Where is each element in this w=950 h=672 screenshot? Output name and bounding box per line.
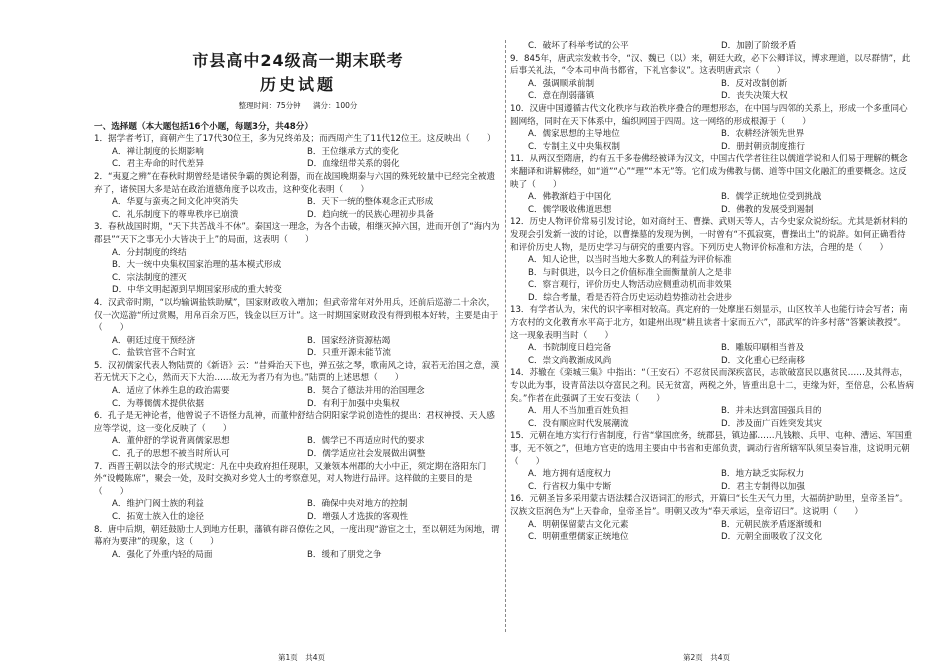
answer-option: A．朝廷过度干预经济 [112, 335, 196, 346]
answer-option: C．盐铁官营不合时宜 [112, 348, 196, 359]
option-group [510, 191, 914, 216]
option-group [94, 385, 502, 410]
answer-option: A．地方拥有适度权力 [528, 469, 612, 480]
answer-option: C．孔子的思想不被当时所认可 [112, 449, 230, 460]
answer-option: D．有利于加强中央集权 [307, 398, 400, 409]
question-stem: 11．从两汉至隋唐，约有五千多卷佛经被译为汉文，中国古代学者往往以儒道学说和人们易于理解的概念来翻译和讲解佛经，如“道”“心”“理”“本无”等。它们成为佛教与儒、道等中国文化融汇的重要概念。这反映了（ ） [510, 154, 908, 190]
question-item [510, 103, 914, 153]
answer-option: D．涉及面广百姓突发其灾 [721, 418, 823, 429]
answer-option: A．佛教渐趋于中国化 [528, 192, 612, 203]
question-stem: 4．汉武帝时期，“以均输调盐铁助赋”，国家财政收入增加；但武帝常年对外用兵，还前后巡游二十余次，仅一次巡游“所过赏赐，用帛百余万匹，钱金以巨万计”。这一时期国家财政没有得到根本好转，主要是由于（ ） [94, 297, 499, 334]
time-label: 整理时间：75分钟 [238, 101, 301, 110]
answer-option: B．契合了德法并用的治国理念 [307, 386, 425, 397]
answer-option: A．禅让制度的长期影响 [112, 146, 204, 157]
question-item [94, 133, 502, 171]
option-group [94, 435, 502, 460]
answer-option: A．维护门阀士族的利益 [112, 499, 204, 510]
answer-option: C．行省权力集中专断 [528, 481, 612, 492]
answer-option: B．农耕经济领先世界 [721, 129, 805, 140]
answer-option: A．用人不当加重百姓负担 [528, 406, 629, 417]
answer-option: B．大一统中央集权国家治理的基本模式形成 [112, 260, 282, 271]
answer-option: B．反对改制创新 [721, 78, 788, 89]
question-item [510, 53, 914, 103]
subject-title: 历史试题 [259, 75, 336, 94]
question-stem: 1．据学者考订，商朝产生了17代30位王，多为兄终弟及；而西周产生了11代12位王。这反映出（ ） [94, 134, 496, 145]
question-item [94, 360, 502, 410]
page-number-right: 第2页 共4页 [683, 653, 731, 662]
answer-option: C．明朝重塑儒家正统地位 [528, 532, 629, 543]
option-group [510, 254, 914, 304]
answer-option: A．适应了休养生息的政治需要 [112, 386, 230, 397]
score-label: 满分：100分 [313, 101, 358, 110]
page-number-left: 第1页 共4页 [278, 653, 326, 662]
question-stem: 8．唐中后期，朝廷鼓励士人到地方任职，藩镇有辟召僚佐之风，一度出现“游宦之士，至以朝廷为闲地，谓幕府为要津”的现象，这（ ） [94, 524, 500, 548]
question-item [510, 430, 914, 493]
answer-option: B．元朝民族矛盾逐渐缓和 [721, 519, 822, 530]
answer-option: A．儒家思想的主导地位 [528, 129, 620, 140]
question-stem: 6．孔子是无神论者，他曾说子不语怪力乱神，而董仲舒结合阴阳家学说创造性的提出：君权神授、天人感应等学说，这一变化反映了（ ） [94, 411, 495, 434]
section-heading: 一、选择题（本大题包括16个小题，每题3分，共48分） [94, 121, 313, 132]
question-item [510, 304, 914, 367]
exam-meta [94, 100, 502, 113]
answer-option: B．儒学正统地位受到挑战 [721, 192, 822, 203]
answer-option: D．文化重心已经南移 [721, 355, 805, 366]
question-item [510, 153, 914, 216]
question-item [510, 216, 914, 304]
answer-option: C．宗法制度的湮灭 [112, 272, 187, 283]
answer-option: B．王位继承方式的变化 [307, 146, 399, 157]
answer-option: A．明朝保留蒙古文化元素 [528, 519, 629, 530]
question-stem: 10．汉唐中国遵循古代文化秩序与政治秩序叠合的理想形态，在中国与四邻的关系上，形成一个多重同心圆网络，同时在天下体系中，编织网国于四周。这一网络的形成根源于（ ） [510, 103, 908, 127]
option-group [510, 519, 914, 544]
question-stem: 5．汉初儒家代表人物陆贾的《新语》云：“昔舜治天下也，弹五弦之琴，歌南风之诗，寂若无治国之意，漠若无忧天下之心，然而天下大治……故无为者乃有为也。”陆贾的上述思想（ ） [94, 360, 500, 384]
answer-option: D．儒学适应社会发展做出调整 [307, 449, 426, 460]
question-stem: 7．西晋王朝以法令的形式规定：凡在中央政府担任现职，又兼领本州郡的大小中正，须定期在洛阳东门外“设幔陈席”，聚会一处，及时交换对乡党人士的考察意见，对人物进行品评。这样做的主要目的是（ ） [94, 461, 487, 497]
option-group [510, 468, 914, 493]
option-group [510, 128, 914, 153]
answer-option: D．君主专制得以加强 [721, 481, 805, 492]
question-stem: 16．元朝圣旨多采用蒙古语法糅合汉语词汇的形式，开篇曰“长生天气力里，大福荫护助里，皇帝圣旨”。汉族文臣润色为“上天眷命，皇帝圣旨”。明朝又改为“奉天承运，皇帝诏曰”。这说明（ ） [510, 494, 908, 517]
question-stem: 9．845年，唐武宗发敕书令，“汉、魏已（以）来，朝廷大政，必下公卿详议，博求理道，以尽群情”，此后事关礼法，“令本司申尚书都省，下礼官参议”。这表明唐武宗（ ） [510, 53, 911, 77]
question-stem: 14．苏辙在《栾城三集》中指出：“（王安石）不忍贫民而深疾富民，志欲破富民以惠贫民……及其得志，专以此为事，设青苗法以夺富民之利。民无贫富，两税之外，皆重出息十二，吏缘为奸，至倍息，公私皆病矣。”作者在此强调了王安石变法（ ） [510, 368, 914, 404]
right-question-list [510, 40, 914, 544]
answer-option: A．书院制度日趋完备 [528, 343, 612, 354]
answer-option: C．儒学吸收佛道思想 [528, 204, 612, 215]
answer-option: D．册封朝贡制度推行 [721, 141, 805, 152]
question-item [510, 493, 914, 543]
question-item [94, 221, 502, 297]
answer-option: D．加剧了阶级矛盾 [721, 41, 797, 51]
question-item [94, 410, 502, 460]
answer-option: D．增强人才选拔的客观性 [307, 512, 409, 522]
option-group [94, 196, 502, 221]
answer-option: A．华夏与蛮夷之间文化冲突消失 [112, 197, 239, 208]
answer-option: D．只重开源未能节流 [307, 348, 391, 359]
answer-option: B．并未达到富国强兵目的 [721, 406, 822, 417]
question-stem: 12．历史人物评价常易引发讨论，如对商纣王、曹操、武则天等人，古今史家众说纷纭。尤其是新材料的发现会引发新一波的讨论，以曹操墓的发现为例，一时曾有“不孤寂寞，曹操出土”的说辞。如何正确看待和评价历史人物，是历史学习与研究的重要内容。下列历史人物评价标准和方法，合理的是（ ） [510, 217, 908, 253]
option-group [510, 405, 914, 430]
right-column [510, 0, 914, 544]
answer-option: B．确保中央对地方的控制 [307, 499, 408, 510]
answer-option: D．综合考量，看是否符合历史运动趋势推动社会进步 [528, 292, 733, 303]
answer-option: D．丧失决策大权 [721, 91, 788, 102]
answer-option: A．强调顺承前制 [528, 78, 595, 89]
answer-option: D．佛教的发展受到遏制 [721, 204, 814, 215]
question-item [510, 40, 914, 53]
option-group [510, 40, 914, 53]
answer-option: B．与时俱进，以今日之价值标准全面衡量前人之是非 [528, 267, 732, 278]
option-group [510, 342, 914, 367]
answer-option: C．专制主义中央集权制 [528, 141, 620, 152]
answer-option: C．破坏了科举考试的公平 [528, 41, 629, 51]
column-divider [505, 40, 506, 632]
answer-option: B．儒学已不再适应时代的要求 [307, 436, 425, 447]
answer-option: C．拓宽士族入仕的途径 [112, 512, 204, 522]
option-group [94, 335, 502, 360]
answer-option: C．察言观行，评价历史人物活动应侧重动机而非效果 [528, 280, 732, 291]
question-item [94, 297, 502, 360]
answer-option: D．趋向统一的民族心理初步具备 [307, 209, 434, 220]
question-stem: 3．春秋战国时期，“天下共苦战斗不休”。秦国这一理念，为各个击破，相继灭掉六国，进而开创了“海内为郡县”“天下之事无小大皆决于上”的局面，这表明（ ） [94, 222, 500, 245]
answer-option: C．崇文尚教渐成风尚 [528, 355, 612, 366]
question-item [94, 171, 502, 221]
answer-option: B．天下一统的整体观念正式形成 [307, 197, 434, 208]
answer-option: B．国家经济资源枯竭 [307, 335, 391, 346]
question-item [94, 524, 502, 562]
question-stem: 2．“夷夏之辨”在春秋时期曾经是诸侯争霸的舆论利器，而在战国晚期秦与六国的殊死较量中已经完全被遗弃了，诸侯国大多是站在政治道德角度予以攻击，这种变化表明（ ） [94, 171, 496, 195]
question-item [94, 461, 502, 524]
answer-option: B．雕版印刷相当普及 [721, 343, 805, 354]
answer-option: A．分封制度的终结 [112, 247, 187, 258]
answer-option: C．君主寿命的时代差异 [112, 159, 204, 170]
left-question-list [94, 133, 502, 561]
option-group [94, 549, 502, 562]
answer-option: D．中华文明起源到早期国家形成的重大转变 [112, 285, 282, 296]
option-group [94, 498, 502, 523]
answer-option: B．缓和了朋党之争 [307, 549, 382, 560]
question-item [510, 367, 914, 430]
left-column [94, 0, 502, 561]
answer-option: C．礼乐制度下的尊卑秩序已崩溃 [112, 209, 239, 220]
answer-option: C．没有顺应时代发展潮流 [528, 418, 629, 429]
answer-option: C．为尊儒儒术提供依据 [112, 398, 204, 409]
answer-option: D．血缘纽带关系的弱化 [307, 159, 400, 170]
option-group [94, 247, 502, 297]
answer-option: C．意在削弱藩镇 [528, 91, 595, 102]
option-group [510, 78, 914, 103]
question-stem: 13．有学者认为，宋代的识字率相对较高。真定府的一处摩崖石刻显示，山区牧羊人也能行诗会写者；南方农村的文化教育水平高于北方，如建州出现“耕且读者十家而五六”，邵武军的许多村落“答繁读教授”。这一现象表明当时（ ） [510, 305, 908, 341]
answer-option: D．元朝全面吸收了汉文化 [721, 532, 823, 543]
answer-option: B．地方缺乏实际权力 [721, 469, 805, 480]
option-group [94, 146, 502, 171]
exam-title: 市县高中24级高一期末联考 [192, 51, 404, 70]
answer-option: A．知人论世，以当时当地大多数人的利益为评价标准 [528, 255, 732, 266]
question-stem: 15．元朝在地方实行行省制度，行省“掌国庶务，统郡县，镇边鄙……凡钱粮、兵甲、屯种、漕运、军国重事，无不领之”，但地方官吏的选用主要由中书省和吏部负责，调动行省所辖军队须呈奏旨准，这说明元朝（ ） [510, 431, 913, 467]
answer-option: A．董仲舒的学说背离儒家思想 [112, 436, 230, 447]
answer-option: A．强化了外重内轻的局面 [112, 549, 213, 560]
